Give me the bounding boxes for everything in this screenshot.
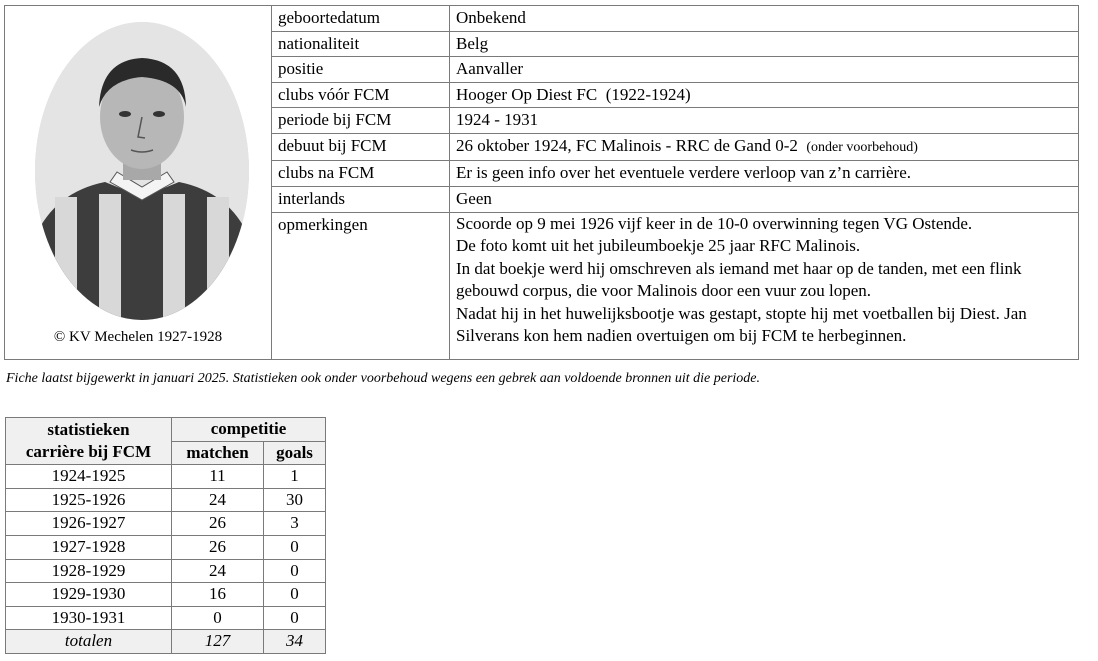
remark-line: In dat boekje werd hij omschreven als iemand met haar op de tanden, met een flink gebouwd corpus, die voor Malinois door een vuur zou lopen. <box>456 258 1022 301</box>
season-cell: 1930-1931 <box>6 606 172 630</box>
goals-cell: 30 <box>264 488 326 512</box>
label-position: positie <box>272 57 450 83</box>
matches-cell: 26 <box>172 512 264 536</box>
season-cell: 1927-1928 <box>6 535 172 559</box>
stats-header-left <box>6 418 172 465</box>
season-cell: 1924-1925 <box>6 465 172 489</box>
stats-header-line2: carrière bij FCM <box>25 442 152 462</box>
label-remarks: opmerkingen <box>272 212 450 360</box>
label-clubs-before: clubs vóór FCM <box>272 82 450 108</box>
goals-cell: 0 <box>264 606 326 630</box>
value-period: 1924 - 1931 <box>450 108 1079 134</box>
label-birthdate: geboortedatum <box>272 6 450 32</box>
footnote: Fiche laatst bijgewerkt in januari 2025. Statistieken ook onder voorbehoud wegens een gebrek aan voldoende bronnen uit die periode. <box>6 371 761 386</box>
value-remarks <box>450 212 1079 360</box>
matches-cell: 24 <box>172 488 264 512</box>
debut-note: (onder voorbehoud) <box>806 139 918 155</box>
table-row <box>6 512 326 536</box>
season-cell: 1929-1930 <box>6 583 172 607</box>
table-row <box>6 559 326 583</box>
table-row <box>6 535 326 559</box>
player-info-table <box>4 5 1079 360</box>
matches-cell: 24 <box>172 559 264 583</box>
value-nationality: Belg <box>450 31 1079 57</box>
label-nationality: nationaliteit <box>272 31 450 57</box>
table-row <box>6 465 326 489</box>
value-clubs-before: Hooger Op Diest FC (1922-1924) <box>450 82 1079 108</box>
value-birthdate: Onbekend <box>450 6 1079 32</box>
label-clubs-after: clubs na FCM <box>272 161 450 187</box>
remark-line: Scoorde op 9 mei 1926 vijf keer in de 10-0 overwinning tegen VG Ostende. <box>456 213 973 233</box>
debut-text: 26 oktober 1924, FC Malinois - RRC de Gand 0-2 <box>456 135 798 155</box>
stats-header-line1: statistieken <box>47 419 130 439</box>
value-position: Aanvaller <box>450 57 1079 83</box>
photo-cell <box>5 6 272 360</box>
season-cell: 1925-1926 <box>6 488 172 512</box>
remark-line: Nadat hij in het huwelijksbootje was gestapt, stopte hij met voetballen bij Diest. Jan Silverans kon hem nadien overtuigen om bij FCM te herbeginnen. <box>456 303 1027 346</box>
remark-line: De foto komt uit het jubileumboekje 25 jaar RFC Malinois. <box>456 236 861 256</box>
matches-cell: 0 <box>172 606 264 630</box>
player-portrait <box>35 22 249 320</box>
stats-header-goals: goals <box>264 441 326 465</box>
totals-matches: 127 <box>172 630 264 654</box>
label-period: periode bij FCM <box>272 108 450 134</box>
goals-cell: 0 <box>264 559 326 583</box>
stats-header-matches: matchen <box>172 441 264 465</box>
season-cell: 1928-1929 <box>6 559 172 583</box>
goals-cell: 3 <box>264 512 326 536</box>
label-internationals: interlands <box>272 186 450 212</box>
matches-cell: 11 <box>172 465 264 489</box>
totals-goals: 34 <box>264 630 326 654</box>
value-debut <box>450 133 1079 161</box>
totals-label: totalen <box>6 630 172 654</box>
table-row <box>6 583 326 607</box>
totals-row <box>6 630 326 654</box>
table-row <box>6 606 326 630</box>
table-row <box>6 488 326 512</box>
goals-cell: 1 <box>264 465 326 489</box>
photo-caption: © KV Mechelen 1927-1928 <box>53 329 223 345</box>
goals-cell: 0 <box>264 583 326 607</box>
season-cell: 1926-1927 <box>6 512 172 536</box>
matches-cell: 16 <box>172 583 264 607</box>
value-clubs-after: Er is geen info over het eventuele verdere verloop van z’n carrière. <box>450 161 1079 187</box>
label-debut: debuut bij FCM <box>272 133 450 161</box>
goals-cell: 0 <box>264 535 326 559</box>
matches-cell: 26 <box>172 535 264 559</box>
stats-header-group: competitie <box>172 418 326 442</box>
value-internationals: Geen <box>450 186 1079 212</box>
stats-table <box>5 417 326 654</box>
